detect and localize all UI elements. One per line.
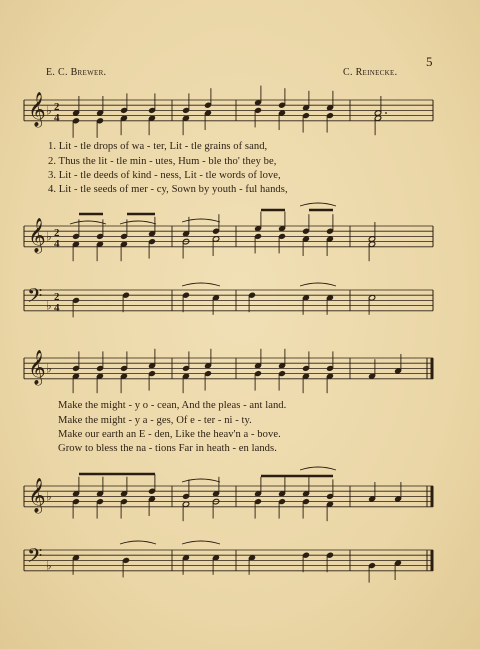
flat-key-signature-icon: ♭ <box>46 229 52 244</box>
treble-clef-icon: 𝄞 <box>28 218 46 253</box>
treble-clef-icon: 𝄞 <box>28 92 46 127</box>
slur <box>300 203 336 206</box>
time-signature-top: 2 <box>54 291 60 303</box>
lyricist-credit: E. C. Brewer. <box>46 67 107 78</box>
lyric-refrain-3: Make our earth an E - den, Like the heav'n a - bove. <box>58 429 281 440</box>
treble-clef-icon: 𝄞 <box>28 350 46 385</box>
lyric-verse-4: 4. Lit - tle seeds of mer - cy, Sown by youth - ful hands, <box>48 184 288 195</box>
slur <box>300 467 336 470</box>
lyric-refrain-2: Make the might - y a - ges, Of e - ter - ni - ty. <box>58 415 252 426</box>
flat-key-signature-icon: ♭ <box>46 489 52 504</box>
flat-key-signature-icon: ♭ <box>46 558 52 573</box>
slur <box>182 479 220 482</box>
slur <box>70 221 106 224</box>
lyric-refrain-4: Grow to bless the na - tions Far in heath - en lands. <box>58 443 277 454</box>
slur <box>120 221 156 224</box>
slur <box>120 541 156 544</box>
flat-key-signature-icon: ♭ <box>46 361 52 376</box>
time-signature-bottom: 4 <box>54 302 60 314</box>
lyric-refrain-1: Make the might - y o - cean, And the pleas - ant land. <box>58 400 287 411</box>
bass-clef-icon: 𝄢 <box>27 544 43 572</box>
page-number: 5 <box>426 54 433 69</box>
lyric-verse-1: 1. Lit - tle drops of wa - ter, Lit - tle grains of sand, <box>48 141 268 152</box>
slur <box>182 219 220 222</box>
time-signature-bottom: 4 <box>54 112 60 124</box>
flat-key-signature-icon: ♭ <box>46 298 52 313</box>
time-signature-top: 2 <box>54 101 60 113</box>
lyric-verse-3: 3. Lit - tle deeds of kind - ness, Lit - tle words of love, <box>48 170 281 181</box>
time-signature-bottom: 4 <box>54 238 60 250</box>
slur <box>300 283 336 286</box>
flat-key-signature-icon: ♭ <box>46 103 52 118</box>
dot <box>385 112 387 114</box>
lyric-verse-2: 2. Thus the lit - tle min - utes, Hum - ble tho' they be, <box>48 156 277 167</box>
slur <box>182 541 220 544</box>
time-signature-top: 2 <box>54 227 60 239</box>
slur <box>182 283 220 286</box>
composer-credit: C. Reinecke. <box>343 67 398 78</box>
treble-clef-icon: 𝄞 <box>28 478 46 513</box>
bass-clef-icon: 𝄢 <box>27 284 43 312</box>
